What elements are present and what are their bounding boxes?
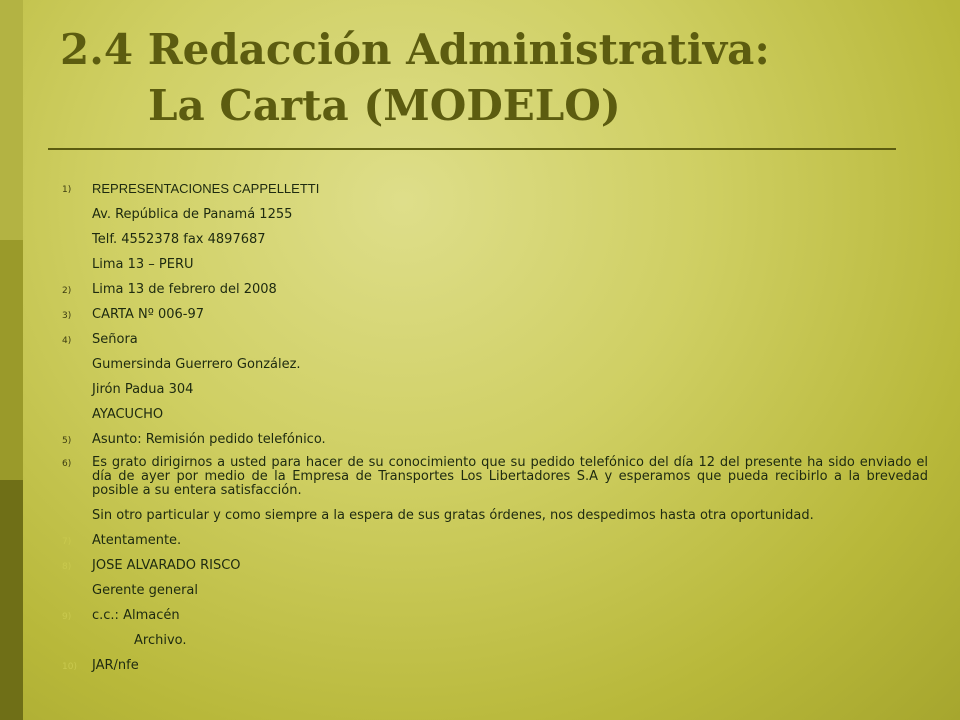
title-line-1: 2.4 Redacción Administrativa: [60,25,770,74]
list-item [62,632,928,650]
farewell: Atentamente. [92,533,182,548]
company-name: REPRESENTACIONES CAPPELLETTI [92,181,320,196]
item-number: 9) [62,612,72,622]
closing-paragraph: Sin otro particular y como siempre a la espera de sus gratas órdenes, nos despedimos hasta otra oportunidad. [92,508,814,523]
item-number: 4) [62,336,72,346]
company-city: Lima 13 – PERU [92,257,194,272]
recipient-city: AYACUCHO [92,407,164,422]
item-number: 3) [62,311,72,321]
list-item [62,431,928,449]
signer-title: Gerente general [92,583,199,598]
title-underline [48,148,896,150]
subject-line: Asunto: Remisión pedido telefónico. [92,432,326,447]
initials: JAR/nfe [92,658,139,673]
list-item [62,356,928,374]
letter-reference: CARTA Nº 006-97 [92,307,205,322]
list-item [62,306,928,324]
item-number: 5) [62,436,72,446]
list-item [62,331,928,349]
item-number: 10) [62,662,77,672]
body-paragraph: Es grato dirigirnos a usted para hacer de su conocimiento que su pedido telefónico del día 12 del presente ha sido enviado el día de ayer por medio de la Empresa de Transportes Los Libertadores S.A y esperamos que pueda recibirlo a la brevedad posible a su entera satisfacción. [92,455,928,498]
side-stripe-middle [0,240,23,480]
recipient-name: Gumersinda Guerrero González. [92,357,301,372]
side-stripe-top [0,0,23,240]
company-phone: Telf. 4552378 fax 4897687 [92,232,266,247]
cc-archive: Archivo. [134,633,187,648]
list-item [62,281,928,299]
title-line-2: La Carta (MODELO) [148,81,621,130]
item-number: 1) [62,185,72,195]
item-number: 6) [62,459,72,469]
list-item [62,532,928,550]
slide-title [60,22,770,134]
list-item [62,206,928,224]
recipient-address: Jirón Padua 304 [92,382,194,397]
company-address: Av. República de Panamá 1255 [92,207,293,222]
list-item [62,256,928,274]
item-number: 2) [62,286,72,296]
list-item [62,406,928,424]
salutation: Señora [92,332,138,347]
list-item [62,657,928,675]
cc-line: c.c.: Almacén [92,608,180,623]
list-item [62,507,928,525]
item-number: 8) [62,562,72,572]
letter-date: Lima 13 de febrero del 2008 [92,282,277,297]
list-item [62,557,928,575]
list-item [62,381,928,399]
list-item [62,456,928,498]
list-item [62,582,928,600]
letter-body [62,180,928,682]
item-number: 7) [62,537,72,547]
list-item [62,607,928,625]
side-stripe-bottom [0,480,23,720]
signer-name: JOSE ALVARADO RISCO [92,558,241,573]
list-item [62,231,928,249]
list-item [62,180,928,199]
